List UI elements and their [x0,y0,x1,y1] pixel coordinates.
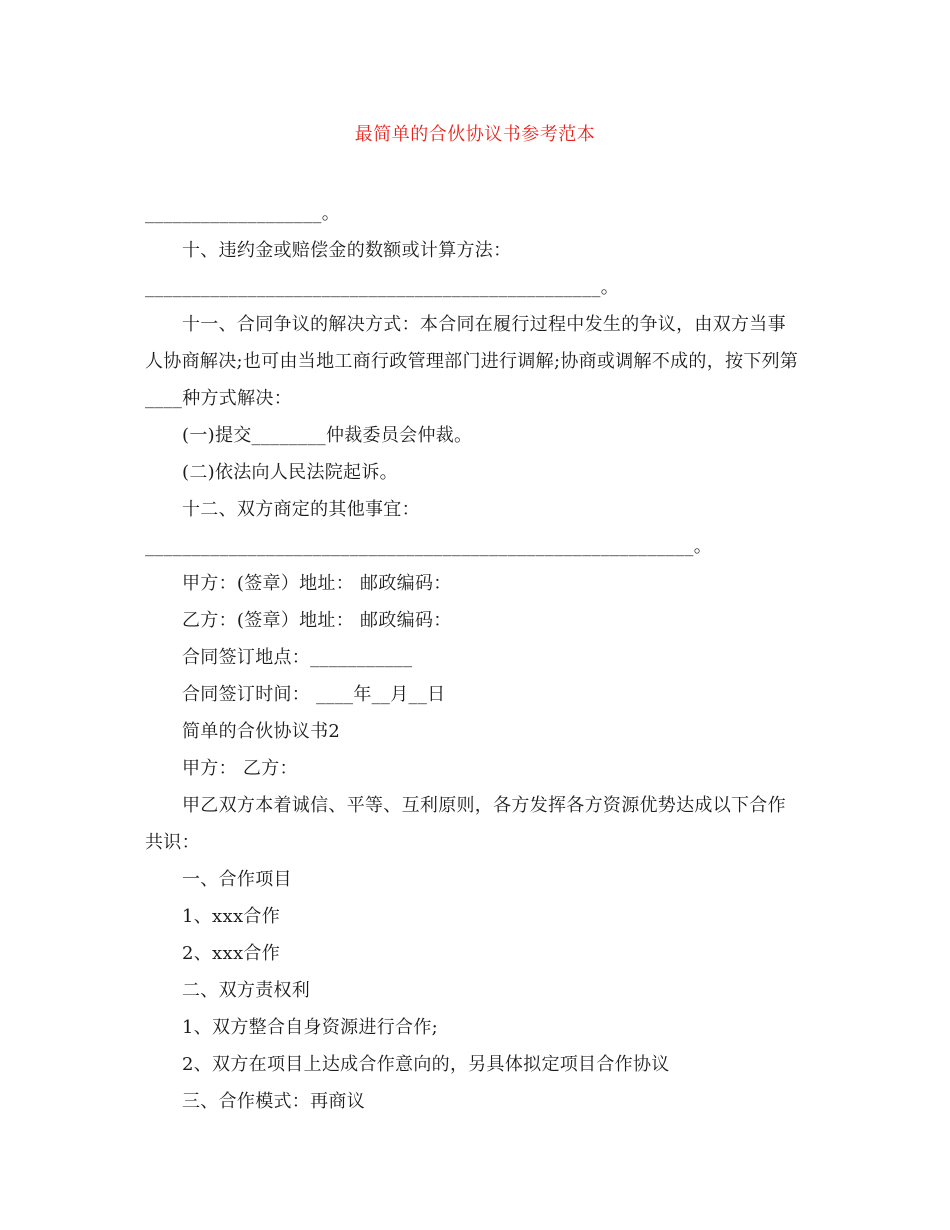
heading-3: 三、合作模式：再商议 [182,1091,365,1112]
item-1: 1、双方整合自身资源进行合作; [182,1017,439,1038]
blank-line: ___________________________________________________________。 [145,536,712,557]
item-1: 1、xxx合作 [182,906,281,927]
item-2: 2、xxx合作 [182,943,281,964]
document-body [145,195,800,1120]
clause-10: 十、违约金或赔偿金的数额或计算方法： [182,240,512,261]
clause-12: 十二、双方商定的其他事宜： [182,499,420,520]
section-title: 简单的合伙协议书2 [182,721,341,742]
blank-line: _________________________________________________。 [145,277,619,298]
preamble: 甲乙双方本着诚信、平等、互利原则，各方发挥各方资源优势达成以下合作共识： [145,795,786,853]
document-title: 最简单的合伙协议书参考范本 [354,124,596,145]
option-2: (二)依法向人民法院起诉。 [182,462,398,483]
heading-1: 一、合作项目 [182,869,292,890]
blank-line: ___________________。 [145,203,340,224]
parties-line: 甲方： 乙方： [182,758,298,779]
heading-2: 二、双方责权利 [182,980,311,1001]
signing-time: 合同签订时间： ____年__月__日 [182,684,446,705]
party-a-signature: 甲方：(签章）地址： 邮政编码： [182,573,452,594]
option-1: (一)提交________仲裁委员会仲裁。 [182,425,473,446]
signing-place: 合同签订地点：___________ [182,647,413,668]
party-b-signature: 乙方：(签章）地址： 邮政编码： [182,610,452,631]
clause-11: 十一、合同争议的解决方式：本合同在履行过程中发生的争议，由双方当事人协商解决;也可由当地工商行政管理部门进行调解;协商或调解不成的，按下列第____种方式解决： [145,314,799,409]
item-2: 2、双方在项目上达成合作意向的，另具体拟定项目合作协议 [182,1054,670,1075]
